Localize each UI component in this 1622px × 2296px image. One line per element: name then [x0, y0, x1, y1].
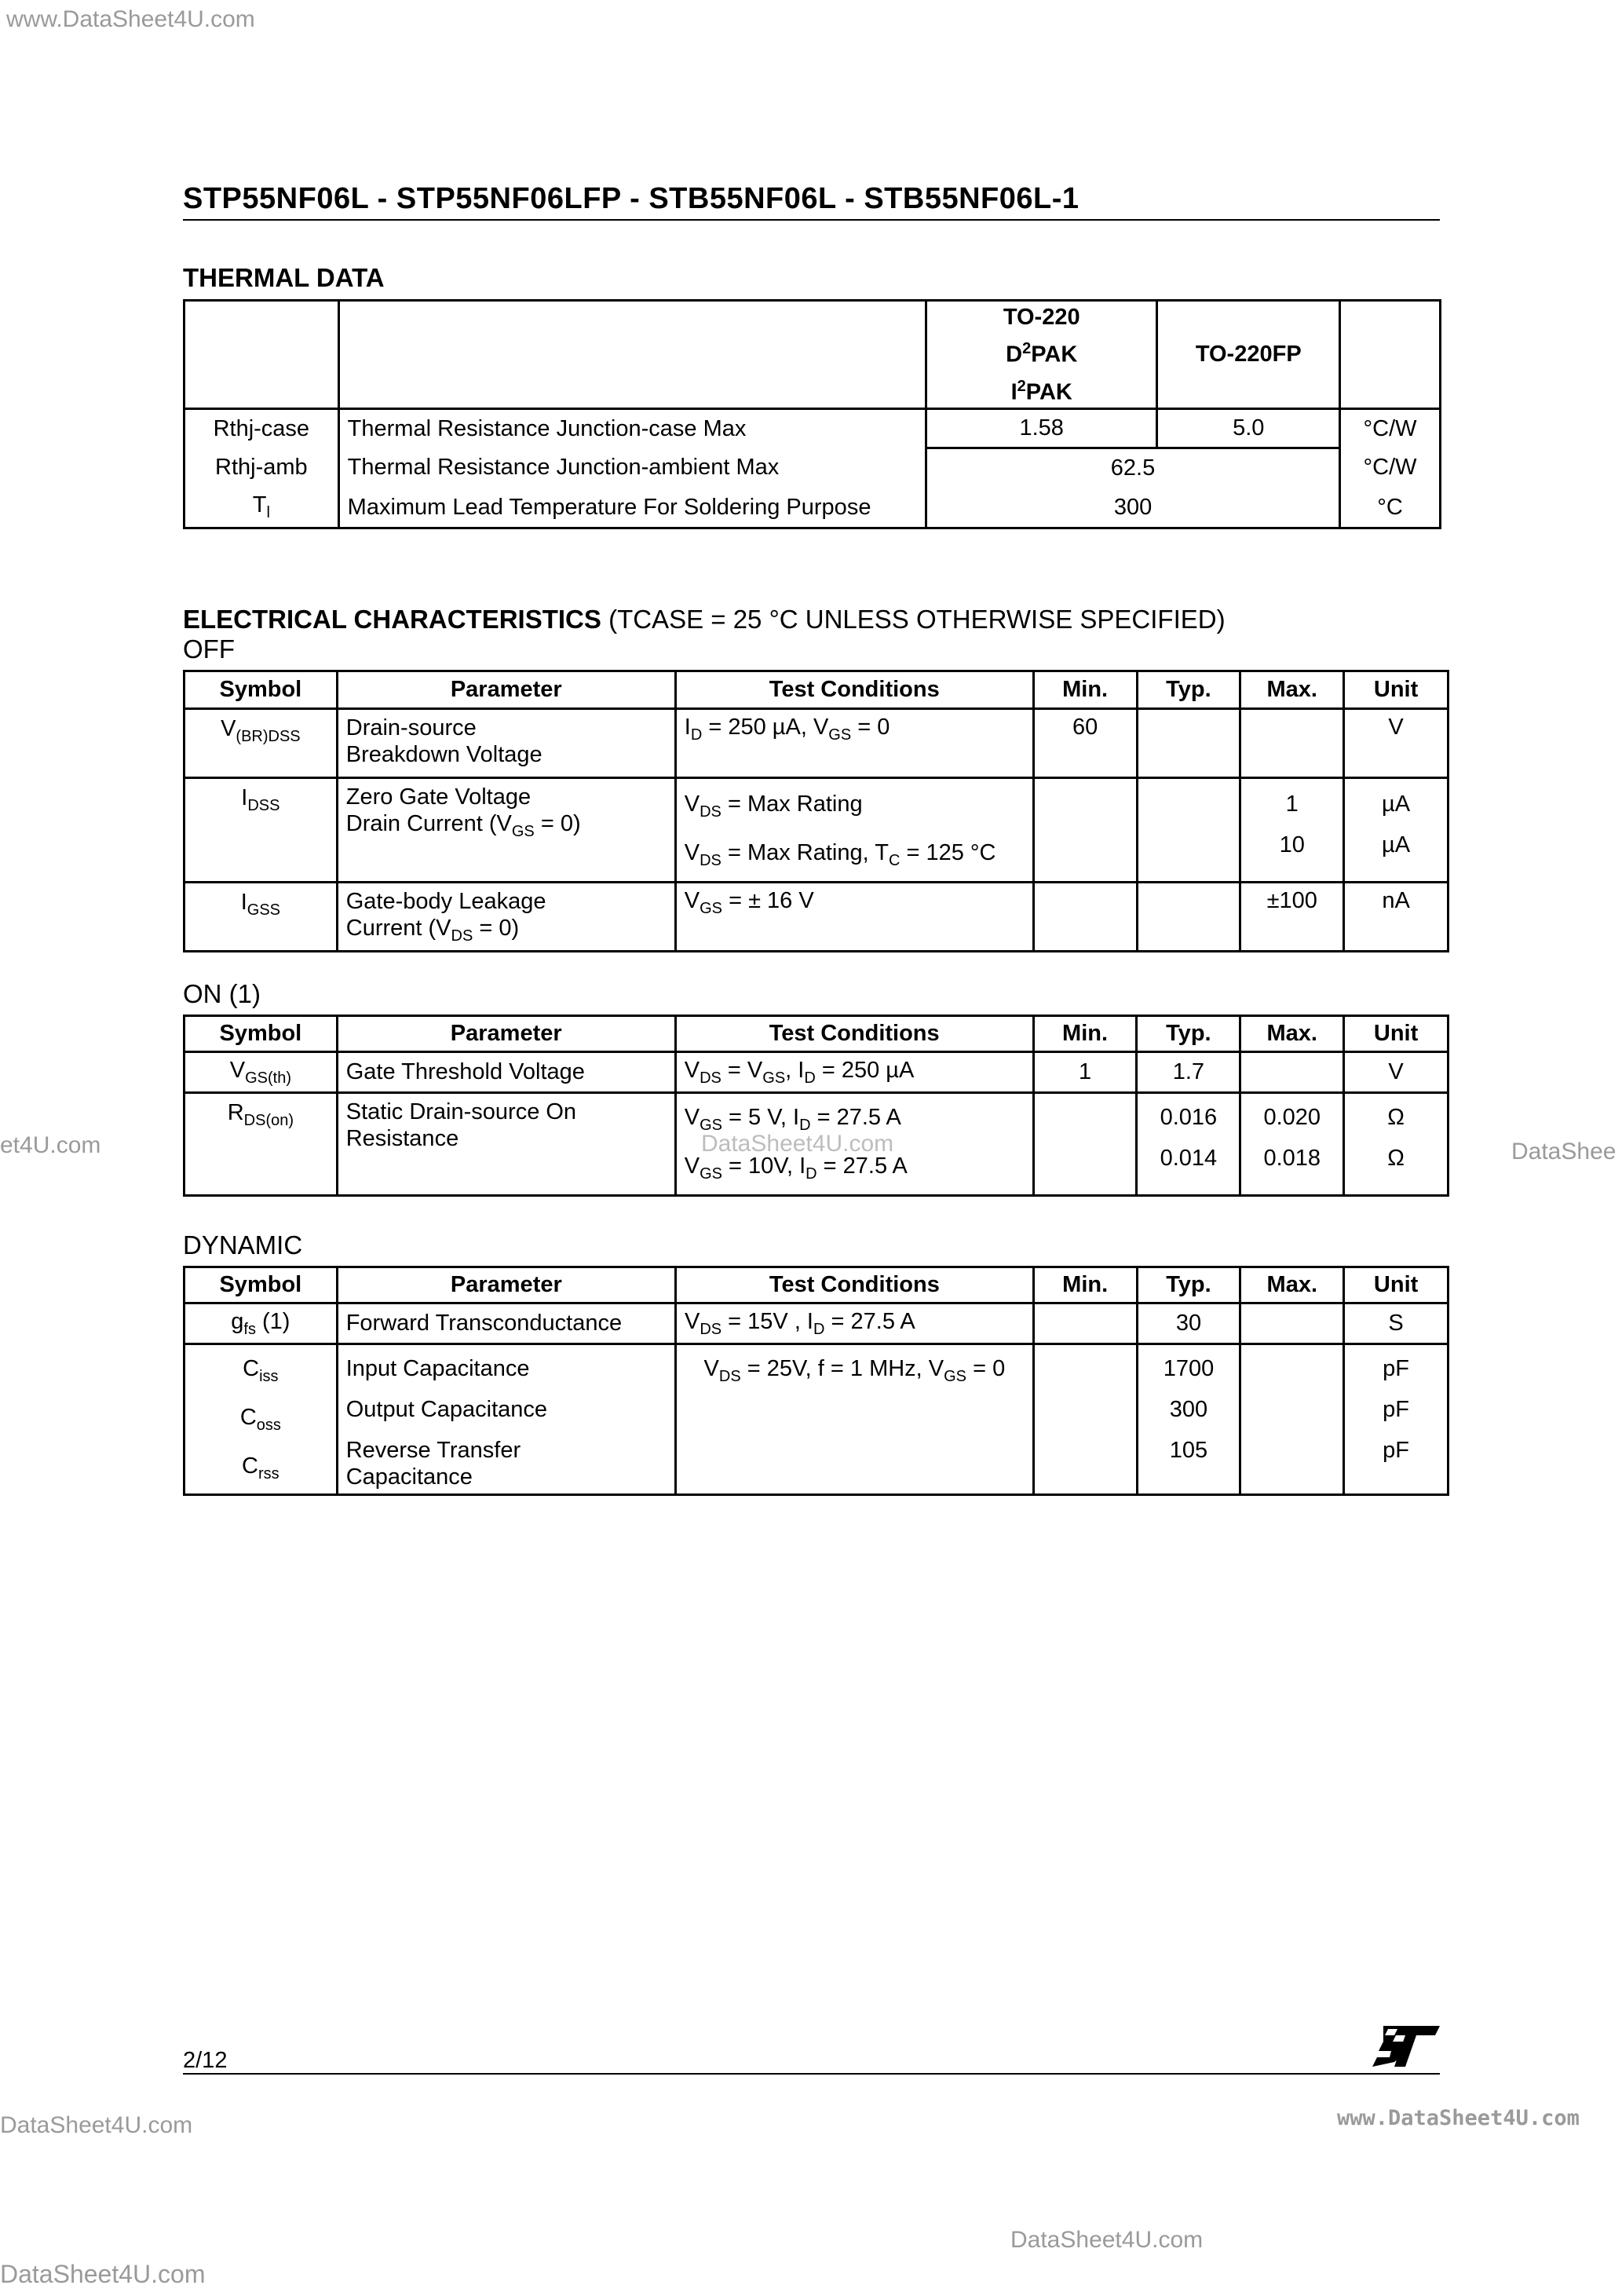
watermark-top-left: www.DataSheet4U.com: [6, 6, 255, 32]
parameter-cell: Zero Gate Voltage Drain Current $(V_{GS} = 0)$: [337, 778, 675, 883]
table-row: [184, 778, 1448, 883]
on-table: [183, 1015, 1449, 1197]
parameter-cell: Input Capacitance Output Capacitance Reverse Transfer Capacitance: [337, 1344, 675, 1495]
symbol-vgsth: $V_{GS(th)}$: [184, 1052, 338, 1093]
document-title: STP55NF06L - STP55NF06LFP - STB55NF06L - STB55NF06L-1: [183, 182, 1080, 215]
typ-cell: 0.016 0.014: [1137, 1093, 1240, 1196]
table-header-row: [184, 671, 1448, 709]
thermal-row: [184, 409, 1441, 448]
on-section-title: ON (1): [183, 979, 261, 1008]
symbol-vbrdss: $V_{(BR)DSS}$: [184, 709, 338, 778]
symbol-rdson: $R_{DS(on)}$: [184, 1093, 338, 1196]
header-parameter: Parameter: [337, 671, 675, 709]
header-parameter: Parameter: [337, 1267, 675, 1303]
min-cell: 60: [1033, 709, 1137, 778]
symbol-crss: $C_{rss}$: [242, 1453, 279, 1483]
header-unit: Unit: [1344, 1267, 1448, 1303]
condition-cell: $V_{GS} = 5$ V, $I_D = 27.5$ A $V_{GS} = 10V$, $I_D = 27.5$ A: [675, 1093, 1033, 1196]
footer-rule: [183, 2073, 1440, 2075]
unit-cell: pF pF pF: [1344, 1344, 1448, 1495]
thermal-table: [183, 299, 1441, 529]
unit-cell: S: [1344, 1303, 1448, 1344]
header-parameter: Parameter: [337, 1016, 675, 1052]
table-row: [184, 1303, 1448, 1344]
header-typ: Typ.: [1137, 671, 1240, 709]
page-number: 2/12: [183, 2048, 228, 2073]
electrical-heading: ELECTRICAL CHARACTERISTICS (TCASE = 25 °C UNLESS OTHERWISE SPECIFIED): [183, 605, 1226, 634]
watermark-footer-center: DataSheet4U.com: [1010, 2227, 1204, 2253]
watermark-bottom-right: www.DataSheet4U.com: [1337, 2106, 1580, 2130]
header-conditions: Test Conditions: [675, 671, 1033, 709]
max-cell: 1 10: [1240, 778, 1344, 883]
table-row: [184, 709, 1448, 778]
parameter-cell: Static Drain-source On Resistance: [337, 1093, 675, 1196]
unit-cell: nA: [1344, 882, 1448, 951]
off-table: [183, 670, 1449, 952]
header-min: Min.: [1033, 671, 1137, 709]
thermal-row: [184, 448, 1441, 488]
header-conditions: Test Conditions: [675, 1267, 1033, 1303]
condition-cell: $I_D = 250$ µA, $V_{GS} = 0$: [675, 709, 1033, 778]
min-cell: 1: [1033, 1052, 1137, 1093]
dynamic-table: [183, 1266, 1449, 1496]
thermal-value: 1.58: [926, 409, 1156, 448]
symbol-cell: [184, 1344, 338, 1495]
thermal-row: [184, 488, 1441, 528]
watermark-footer-left: DataSheet4U.com: [0, 2260, 206, 2288]
thermal-unit: °C/W: [1340, 448, 1441, 488]
header-conditions: Test Conditions: [675, 1016, 1033, 1052]
parameter-cell: Drain-source Breakdown Voltage: [337, 709, 675, 778]
parameter-cell: Gate-body Leakage Current $(V_{DS} = 0)$: [337, 882, 675, 951]
thermal-unit: °C: [1340, 488, 1441, 528]
thermal-parameter: Thermal Resistance Junction-case Max: [338, 409, 926, 448]
table-row: [184, 1093, 1448, 1196]
symbol-gfs: $g_{fs}$ (1): [184, 1303, 338, 1344]
condition-cell: $V_{DS} = 15V$ , $I_D = 27.5$ A: [675, 1303, 1033, 1344]
symbol-igss: $I_{GSS}$: [184, 882, 338, 951]
thermal-col-pkg2: TO-220FP: [1157, 301, 1340, 409]
thermal-symbol: Rthj-case: [184, 409, 339, 448]
condition-cell: $V_{DS} = V_{GS}$, $I_D = 250$ µA: [675, 1052, 1033, 1093]
header-max: Max.: [1240, 671, 1344, 709]
condition-cell: $V_{DS}$ = Max Rating $V_{DS}$ = Max Rating, $T_C = 125$ °C: [675, 778, 1033, 883]
symbol-idss: $I_{DSS}$: [184, 778, 338, 883]
parameter-cell: Gate Threshold Voltage: [337, 1052, 675, 1093]
thermal-parameter: Maximum Lead Temperature For Soldering Purpose: [338, 488, 926, 528]
header-max: Max.: [1240, 1016, 1344, 1052]
thermal-symbol: $T_l$: [252, 492, 270, 521]
symbol-coss: $C_{oss}$: [239, 1404, 281, 1434]
table-row: [184, 882, 1448, 951]
unit-cell: V: [1344, 709, 1448, 778]
thermal-value: 5.0: [1157, 409, 1340, 448]
table-row: [184, 1052, 1448, 1093]
table-row: [184, 1344, 1448, 1495]
condition-cell: $V_{GS}$ = ± 16 V: [675, 882, 1033, 951]
thermal-value: 300: [926, 488, 1339, 528]
thermal-symbol: Rthj-amb: [215, 455, 308, 481]
table-header-row: [184, 1267, 1448, 1303]
thermal-unit: °C/W: [1340, 409, 1441, 448]
condition-cell: $V_{DS} = 25V$, f = 1 MHz, $V_{GS} = 0$: [675, 1344, 1033, 1495]
title-rule: [183, 219, 1440, 221]
header-min: Min.: [1033, 1267, 1137, 1303]
thermal-heading: THERMAL DATA: [183, 263, 385, 292]
watermark-mid-left: et4U.com: [0, 1132, 101, 1158]
unit-cell: V: [1344, 1052, 1448, 1093]
watermark-mid-right: DataShee: [1511, 1139, 1617, 1164]
header-symbol: Symbol: [184, 1016, 338, 1052]
header-symbol: Symbol: [184, 671, 338, 709]
max-cell: 0.020 0.018: [1240, 1093, 1344, 1196]
watermark-bottom-left: DataSheet4U.com: [0, 2112, 193, 2138]
watermark-mid-center: DataSheet4U.com: [701, 1131, 894, 1157]
unit-cell: Ω Ω: [1344, 1093, 1448, 1196]
dynamic-section-title: DYNAMIC: [183, 1230, 303, 1260]
header-unit: Unit: [1344, 671, 1448, 709]
table-header-row: [184, 1016, 1448, 1052]
symbol-ciss: $C_{iss}$: [243, 1356, 279, 1385]
thermal-value: 62.5: [926, 448, 1339, 488]
unit-cell: µA µA: [1344, 778, 1448, 883]
max-cell: ±100: [1240, 882, 1344, 951]
header-min: Min.: [1033, 1016, 1137, 1052]
thermal-header-row: [184, 301, 1441, 409]
typ-cell: 30: [1137, 1303, 1240, 1344]
header-max: Max.: [1240, 1267, 1344, 1303]
thermal-col-pkg1: TO-220 $D^2PAK$ $I^2PAK$: [926, 301, 1156, 409]
typ-cell: 1.7: [1137, 1052, 1240, 1093]
header-unit: Unit: [1344, 1016, 1448, 1052]
parameter-cell: Forward Transconductance: [337, 1303, 675, 1344]
typ-cell: 1700 300 105: [1137, 1344, 1240, 1495]
header-symbol: Symbol: [184, 1267, 338, 1303]
off-section-title: OFF: [183, 634, 235, 664]
thermal-parameter: Thermal Resistance Junction-ambient Max: [338, 448, 926, 488]
st-logo-icon: [1372, 2026, 1440, 2071]
header-typ: Typ.: [1137, 1267, 1240, 1303]
header-typ: Typ.: [1137, 1016, 1240, 1052]
